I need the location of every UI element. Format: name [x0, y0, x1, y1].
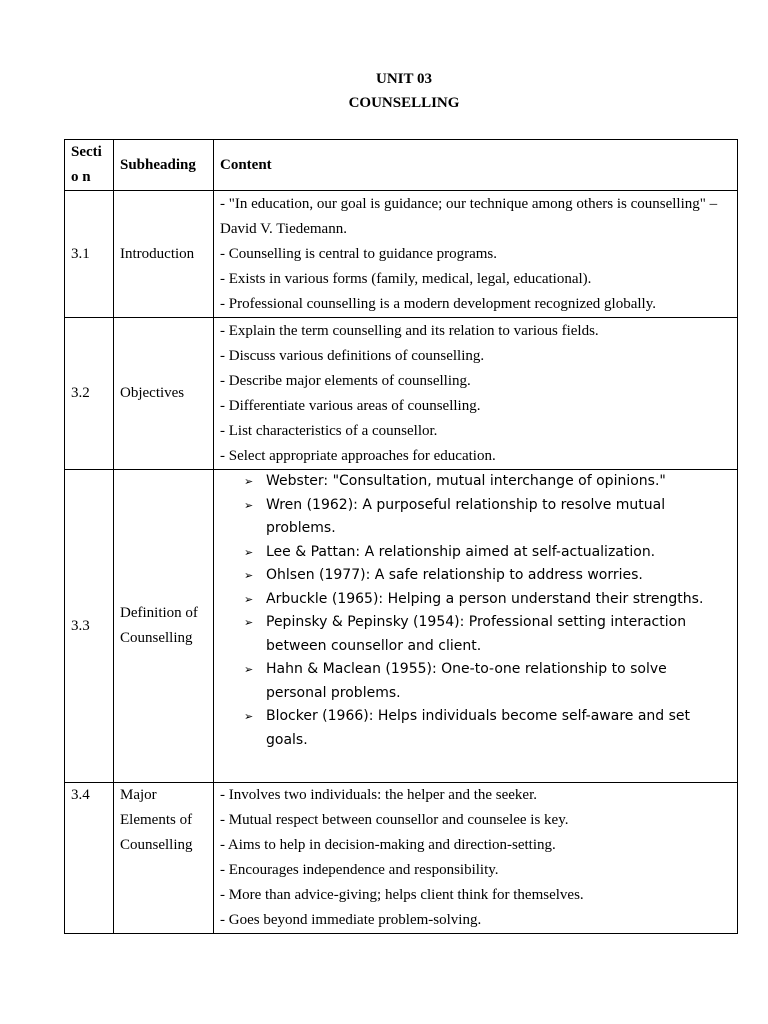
- content-line: - Describe major elements of counselling.: [220, 372, 471, 389]
- content-line: - Differentiate various areas of counselling.: [220, 397, 481, 414]
- content-line: - Counselling is central to guidance programs.: [220, 245, 498, 262]
- content-line: - Professional counselling is a modern development recognized globally.: [220, 295, 656, 312]
- arrow-bullet-icon: ➢: [244, 475, 254, 488]
- content-cell: [214, 318, 738, 470]
- content-cell: [214, 470, 738, 783]
- list-item: [244, 470, 731, 494]
- arrow-bullet-icon: ➢: [244, 498, 254, 512]
- content-line: - Aims to help in decision-making and direction-setting.: [220, 837, 556, 853]
- content-cell: [214, 783, 738, 934]
- list-item: [244, 658, 731, 705]
- list-item-text: Blocker (1966): Helps individuals become self-aware and set goals.: [266, 708, 691, 748]
- list-item: [244, 564, 731, 588]
- subheading-cell: Introduction: [114, 191, 214, 318]
- section-number: 3.2: [65, 318, 114, 470]
- list-item-text: Ohlsen (1977): A safe relationship to address worries.: [266, 567, 643, 583]
- list-item-text: Pepinsky & Pepinsky (1954): Professional setting interaction between counsellor and client.: [266, 614, 687, 654]
- list-item-text: Arbuckle (1965): Helping a person understand their strengths.: [266, 590, 704, 607]
- content-line: - Explain the term counselling and its relation to various fields.: [220, 322, 599, 339]
- table-row: [65, 470, 738, 783]
- list-item: [244, 705, 731, 752]
- content-line: - Discuss various definitions of counselling.: [220, 347, 485, 364]
- content-line: - List characteristics of a counsellor.: [220, 422, 438, 439]
- header-content: Content: [214, 140, 738, 191]
- content-line: - Involves two individuals: the helper and the seeker.: [220, 787, 537, 803]
- unit-title: UNIT 03: [376, 71, 432, 87]
- arrow-bullet-icon: ➢: [244, 616, 254, 629]
- list-item-text: Webster: "Consultation, mutual interchange of opinions.": [266, 473, 666, 489]
- arrow-bullet-icon: ➢: [244, 592, 254, 606]
- content-line: - Mutual respect between counsellor and counselee is key.: [220, 812, 569, 828]
- content-cell: [214, 191, 738, 318]
- content-line: - Encourages independence and responsibility.: [220, 862, 499, 878]
- table-row: [65, 191, 738, 318]
- section-number: 3.4: [65, 783, 114, 934]
- content-table: [64, 139, 738, 934]
- arrow-bullet-icon: ➢: [244, 545, 254, 559]
- list-item: [244, 541, 731, 565]
- list-item-text: Wren (1962): A purposeful relationship to resolve mutual problems.: [266, 496, 666, 536]
- arrow-bullet-icon: ➢: [244, 710, 254, 723]
- section-number: 3.3: [65, 470, 114, 783]
- list-item: [244, 494, 731, 541]
- subheading-cell: Major Elements of Counselling: [114, 783, 214, 934]
- definition-list: [220, 470, 731, 752]
- content-line: - Select appropriate approaches for education.: [220, 447, 496, 464]
- table-row: [65, 318, 738, 470]
- header-section: Sectio n: [65, 140, 114, 191]
- header-subheading: Subheading: [114, 140, 214, 191]
- list-item-text: Lee & Pattan: A relationship aimed at self-actualization.: [266, 543, 656, 560]
- content-line: - "In education, our goal is guidance; our technique among others is counselling" – David V. Tiedemann.: [220, 195, 718, 237]
- content-line: - Exists in various forms (family, medical, legal, educational).: [220, 270, 592, 287]
- list-item-text: Hahn & Maclean (1955): One-to-one relationship to solve personal problems.: [266, 661, 667, 701]
- list-item: [244, 611, 731, 658]
- table-header-row: [65, 140, 738, 191]
- arrow-bullet-icon: ➢: [244, 663, 254, 676]
- subheading-cell: Definition of Counselling: [114, 470, 214, 783]
- subheading-cell: Objectives: [114, 318, 214, 470]
- arrow-bullet-icon: ➢: [244, 569, 254, 582]
- section-number: 3.1: [65, 191, 114, 318]
- list-item: [244, 588, 731, 612]
- content-line: - More than advice-giving; helps client think for themselves.: [220, 887, 584, 903]
- table-row: [65, 783, 738, 934]
- page-title: COUNSELLING: [348, 95, 460, 111]
- content-line: - Goes beyond immediate problem-solving.: [220, 912, 482, 928]
